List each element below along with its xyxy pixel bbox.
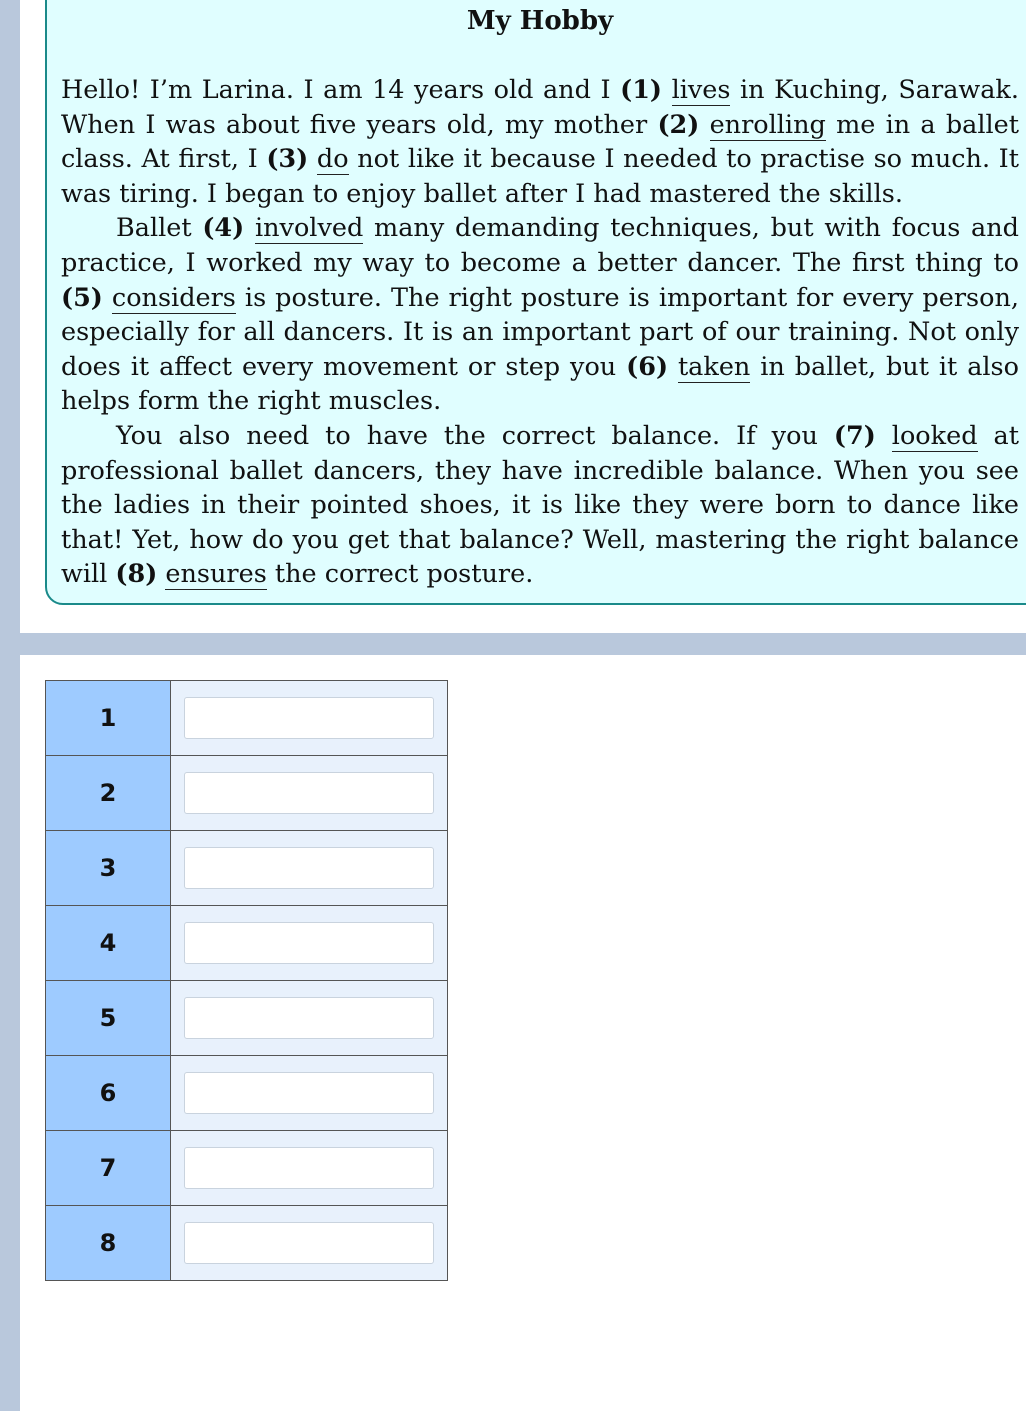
answer-row bbox=[46, 1206, 448, 1281]
underlined-word-8: ensures bbox=[165, 559, 267, 590]
underlined-word-3: do bbox=[316, 144, 349, 175]
answer-row bbox=[46, 831, 448, 906]
answer-number: 3 bbox=[46, 831, 171, 906]
underlined-word-7: looked bbox=[891, 420, 978, 451]
answer-number: 5 bbox=[46, 981, 171, 1056]
answer-row bbox=[46, 1131, 448, 1206]
answer-input-5[interactable] bbox=[184, 997, 434, 1039]
gap-marker-7: (7) bbox=[833, 420, 876, 451]
gap-marker-8: (8) bbox=[115, 559, 158, 590]
paragraph-3: You also need to have the correct balance. If you (7) looked at professional ballet dancers, they have incredible balance. When you see the ladies in their pointed shoes, it is like they were born to dance like that! Yet, how do you get that balance? Well, mastering the right balance will (8) ensures the correct posture. bbox=[61, 420, 1019, 590]
underlined-word-1: lives bbox=[671, 75, 731, 105]
paragraph-1: Hello! I’m Larina. I am 14 years old and I (1) lives in Kuching, Sarawak. When I was about five years old, my mother (2) enrolling me in a ballet class. At first, I (3) do not like it because I needed to practise so much. It was tiring. I began to enjoy ballet after I had mastered the skills. bbox=[61, 75, 1020, 209]
answer-row bbox=[46, 1056, 448, 1131]
answer-input-1[interactable] bbox=[184, 697, 434, 739]
passage-text bbox=[61, 73, 1019, 592]
answer-number: 8 bbox=[46, 1206, 171, 1281]
answer-input-4[interactable] bbox=[184, 922, 434, 964]
gap-marker-3: (3) bbox=[266, 144, 309, 175]
gap-marker-5: (5) bbox=[61, 282, 103, 313]
answer-row bbox=[46, 681, 448, 756]
gap-marker-1: (1) bbox=[620, 75, 662, 105]
answer-input-3[interactable] bbox=[184, 847, 434, 889]
underlined-word-6: taken bbox=[677, 351, 751, 382]
answer-number: 4 bbox=[46, 906, 171, 981]
answer-number: 2 bbox=[46, 756, 171, 831]
answer-number: 1 bbox=[46, 681, 171, 756]
passage-title: My Hobby bbox=[466, 6, 614, 36]
answer-input-8[interactable] bbox=[184, 1222, 434, 1264]
paragraph-2: Ballet (4) involved many demanding techniques, but with focus and practice, I worked my way to become a better dancer. The first thing to (5) considers is posture. The right posture is important for every person, especially for all dancers. It is an important part of our training. Not only does it affect every movement or step you (6) taken in ballet, but it also helps form the right muscles. bbox=[61, 213, 1020, 417]
gap-marker-2: (2) bbox=[657, 109, 700, 140]
answer-table bbox=[45, 680, 448, 1281]
answer-input-2[interactable] bbox=[184, 772, 434, 814]
gap-marker-4: (4) bbox=[202, 213, 245, 244]
underlined-word-4: involved bbox=[254, 213, 364, 244]
answer-row bbox=[46, 981, 448, 1056]
answer-row bbox=[46, 756, 448, 831]
answer-number: 6 bbox=[46, 1056, 171, 1131]
answer-row bbox=[46, 906, 448, 981]
gap-marker-6: (6) bbox=[626, 351, 669, 382]
underlined-word-5: considers bbox=[111, 282, 236, 313]
answer-number: 7 bbox=[46, 1131, 171, 1206]
underlined-word-2: enrolling bbox=[709, 109, 826, 140]
answer-input-6[interactable] bbox=[184, 1072, 434, 1114]
answer-input-7[interactable] bbox=[184, 1147, 434, 1189]
